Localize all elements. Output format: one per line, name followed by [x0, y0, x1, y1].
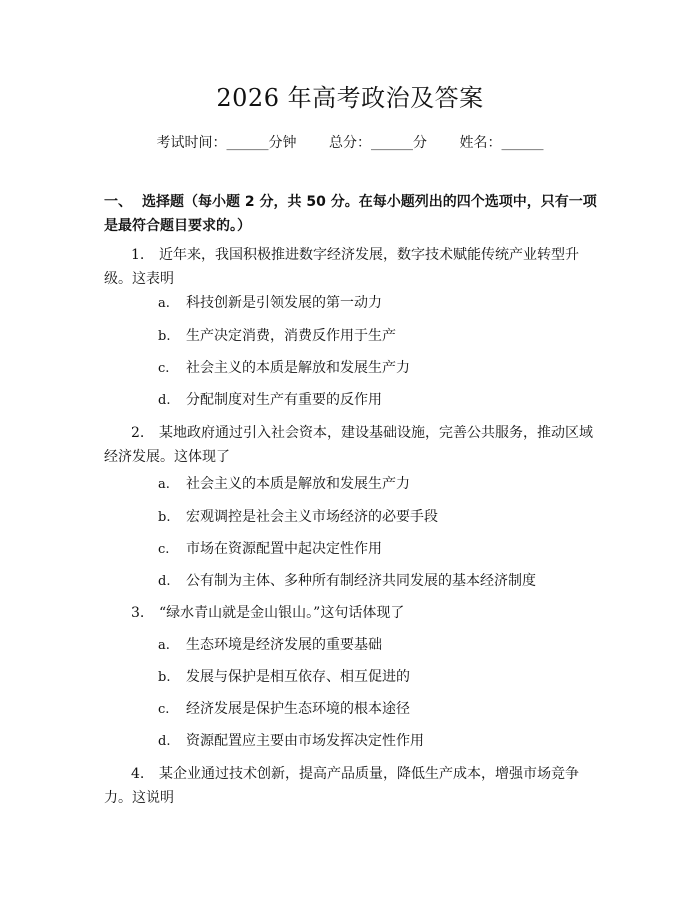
question-1-option-d — [158, 389, 598, 412]
option-text: 发展与保护是相互依存、相互促进的 — [186, 669, 410, 685]
question-2-option-c — [158, 538, 598, 561]
question-4 — [104, 762, 602, 810]
question-stem: 某企业通过技术创新，提高产品质量，降低生产成本，增强市场竞争力。这说明 — [104, 766, 579, 806]
question-stem: 近年来，我国积极推进数字经济发展，数字技术赋能传统产业转型升级。这表明 — [104, 247, 579, 287]
exam-time-field: 考试时间：______分钟 — [156, 135, 297, 151]
question-2-option-b — [158, 506, 598, 529]
question-1-option-a — [158, 292, 598, 315]
option-text: 分配制度对生产有重要的反作用 — [186, 392, 382, 408]
name-field: 姓名：______ — [459, 135, 544, 151]
option-letter: b. — [158, 670, 171, 685]
question-stem: 某地政府通过引入社会资本，建设基础设施，完善公共服务，推动区域经济发展。这体现了 — [104, 425, 593, 465]
question-1-option-b — [158, 325, 598, 348]
question-3-option-c — [158, 698, 598, 721]
question-1-option-c — [158, 357, 598, 380]
section-heading-text: 选择题（每小题 2 分，共 50 分。在每小题列出的四个选项中，只有一项是最符合题目要求的。） — [104, 194, 597, 234]
question-number: 3. — [131, 605, 145, 621]
option-letter: b. — [158, 510, 171, 525]
option-text: 社会主义的本质是解放和发展生产力 — [186, 360, 410, 376]
option-text: 公有制为主体、多种所有制经济共同发展的基本经济制度 — [186, 573, 536, 589]
option-text: 科技创新是引领发展的第一动力 — [186, 295, 382, 311]
option-letter: c. — [158, 542, 170, 557]
exam-info-line — [0, 132, 700, 154]
option-text: 资源配置应主要由市场发挥决定性作用 — [186, 733, 424, 749]
option-letter: a. — [158, 296, 170, 311]
total-score-field: 总分：______分 — [329, 135, 427, 151]
question-3-option-a — [158, 634, 598, 657]
section-heading — [104, 190, 604, 238]
question-2-option-d — [158, 570, 598, 593]
question-1 — [104, 243, 602, 291]
section-number: 一、 — [104, 194, 132, 210]
option-letter: d. — [158, 574, 171, 589]
question-3-option-d — [158, 730, 598, 753]
option-text: 宏观调控是社会主义市场经济的必要手段 — [186, 509, 438, 525]
question-3 — [104, 601, 602, 625]
question-number: 2. — [131, 425, 145, 441]
option-letter: a. — [158, 638, 170, 653]
question-stem: “绿水青山就是金山银山。”这句话体现了 — [159, 605, 405, 621]
option-letter: b. — [158, 329, 171, 344]
question-number: 4. — [131, 766, 145, 782]
option-text: 生产决定消费，消费反作用于生产 — [186, 328, 396, 344]
option-text: 经济发展是保护生态环境的根本途径 — [186, 701, 410, 717]
question-2 — [104, 421, 602, 469]
page-title: 2026 年高考政治及答案 — [216, 84, 484, 112]
option-text: 市场在资源配置中起决定性作用 — [186, 541, 382, 557]
option-letter: a. — [158, 477, 170, 492]
option-text: 生态环境是经济发展的重要基础 — [186, 637, 382, 653]
question-2-option-a — [158, 473, 598, 496]
question-number: 1. — [131, 247, 145, 263]
option-letter: d. — [158, 393, 171, 408]
option-letter: c. — [158, 361, 170, 376]
question-3-option-b — [158, 666, 598, 689]
option-letter: c. — [158, 702, 170, 717]
option-letter: d. — [158, 734, 171, 749]
option-text: 社会主义的本质是解放和发展生产力 — [186, 476, 410, 492]
